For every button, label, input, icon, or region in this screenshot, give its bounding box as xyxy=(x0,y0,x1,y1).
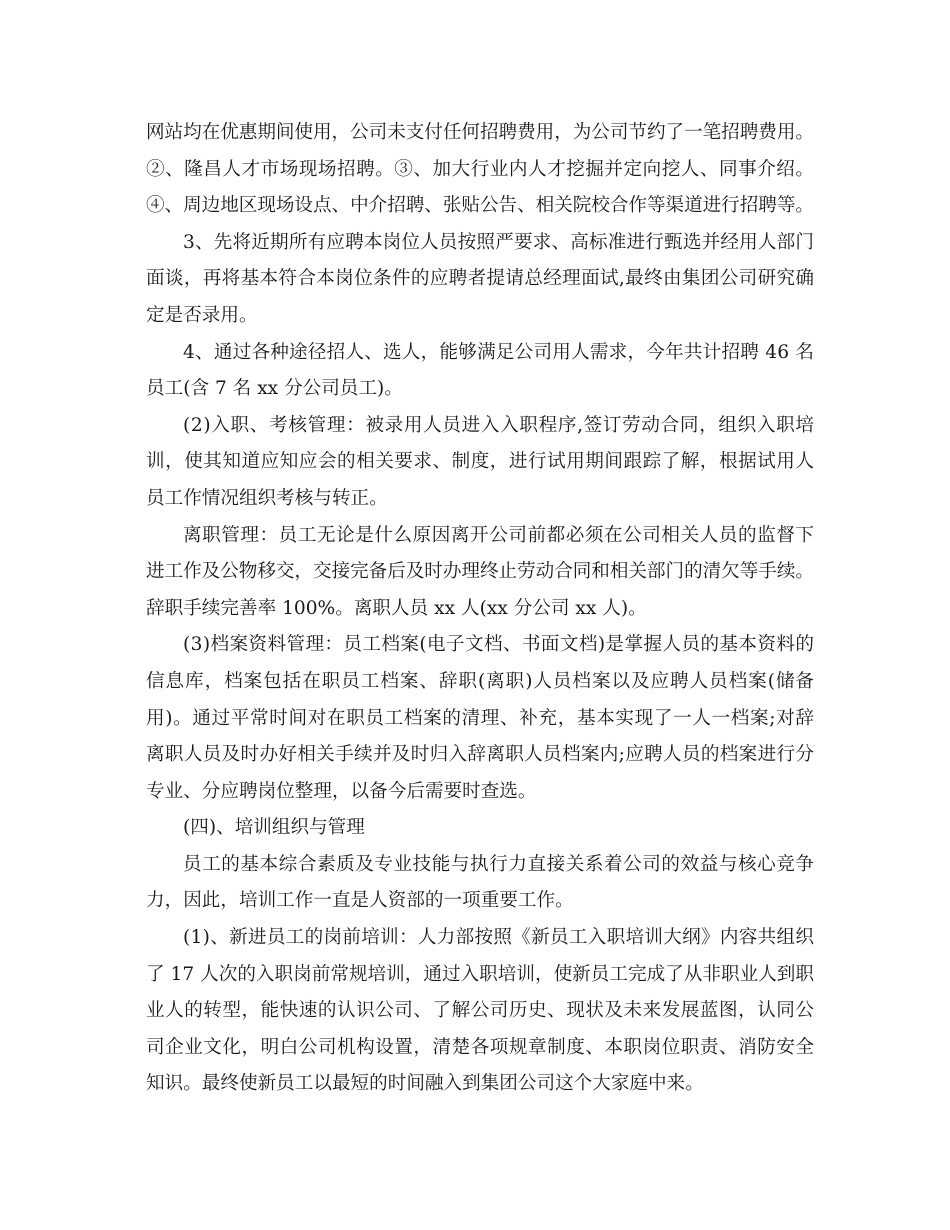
text-line: 力，因此，培训工作一直是人资部的一项重要工作。 xyxy=(146,890,574,912)
text-line: 知识。最终使新员工以最短的时间融入到集团公司这个大家庭中来。 xyxy=(146,1073,704,1095)
text-line: 离职管理：员工无论是什么原因离开公司前都必须在公司相关人员的监督下 xyxy=(183,524,815,546)
text-line: 定是否录用。 xyxy=(146,304,258,326)
text-line: 用)。通过平常时间对在职员工档案的清理、补充，基本实现了一人一档案;对辞 xyxy=(146,707,815,729)
text-line: 面谈，再将基本符合本岗位条件的应聘者提请总经理面试,最终由集团公司研究确 xyxy=(146,268,815,290)
text-line: 训，使其知道应知应会的相关要求、制度，进行试用期间跟踪了解，根据试用人 xyxy=(146,451,815,473)
text-line: (四)、培训组织与管理 xyxy=(183,817,365,839)
text-line: ②、隆昌人才市场现场招聘。③、加大行业内人才挖掘并定向挖人、同事介绍。 xyxy=(146,158,815,180)
text-line: 信息库，档案包括在职员工档案、辞职(离职)人员档案以及应聘人员档案(储备 xyxy=(146,670,815,692)
text-line: ④、周边地区现场设点、中介招聘、张贴公告、相关院校合作等渠道进行招聘等。 xyxy=(146,195,814,217)
text-line: 了 17 人次的入职岗前常规培训，通过入职培训，使新员工完成了从非职业人到职 xyxy=(146,963,815,985)
document-body xyxy=(146,115,814,1103)
text-line: 员工(含 7 名 xx 分公司员工)。 xyxy=(146,378,403,400)
text-line: (3)档案资料管理：员工档案(电子文档、书面文档)是掌握人员的基本资料的 xyxy=(183,634,815,656)
text-line: 进工作及公物移交，交接完备后及时办理终止劳动合同和相关部门的清欠等手续。 xyxy=(146,561,814,583)
text-line: 离职人员及时办好相关手续并及时归入辞离职人员档案内;应聘人员的档案进行分 xyxy=(146,744,815,766)
text-line: 业人的转型，能快速的认识公司、了解公司历史、现状及未来发展蓝图，认同公 xyxy=(146,1000,815,1022)
text-line: 专业、分应聘岗位整理，以备今后需要时查选。 xyxy=(146,780,537,802)
text-line: 员工作情况组织考核与转正。 xyxy=(146,487,388,509)
text-line: 司企业文化，明白公司机构设置，清楚各项规章制度、本职岗位职责、消防安全 xyxy=(146,1036,815,1058)
text-line: 4、通过各种途径招人、选人，能够满足公司用人需求，今年共计招聘 46 名 xyxy=(183,341,815,363)
text-line: 员工的基本综合素质及专业技能与执行力直接关系着公司的效益与核心竞争 xyxy=(183,853,815,875)
text-line: 网站均在优惠期间使用，公司未支付任何招聘费用，为公司节约了一笔招聘费用。 xyxy=(146,122,814,143)
text-line: 3、先将近期所有应聘本岗位人员按照严要求、高标准进行甄选并经用人部门 xyxy=(183,231,815,253)
text-line: (1)、新进员工的岗前培训：人力部按照《新员工入职培训大纲》内容共组织 xyxy=(183,927,815,949)
text-line: (2)入职、考核管理：被录用人员进入入职程序,签订劳动合同，组织入职培 xyxy=(183,414,815,436)
text-line: 辞职手续完善率 100%。离职人员 xx 人(xx 分公司 xx 人)。 xyxy=(146,597,647,619)
